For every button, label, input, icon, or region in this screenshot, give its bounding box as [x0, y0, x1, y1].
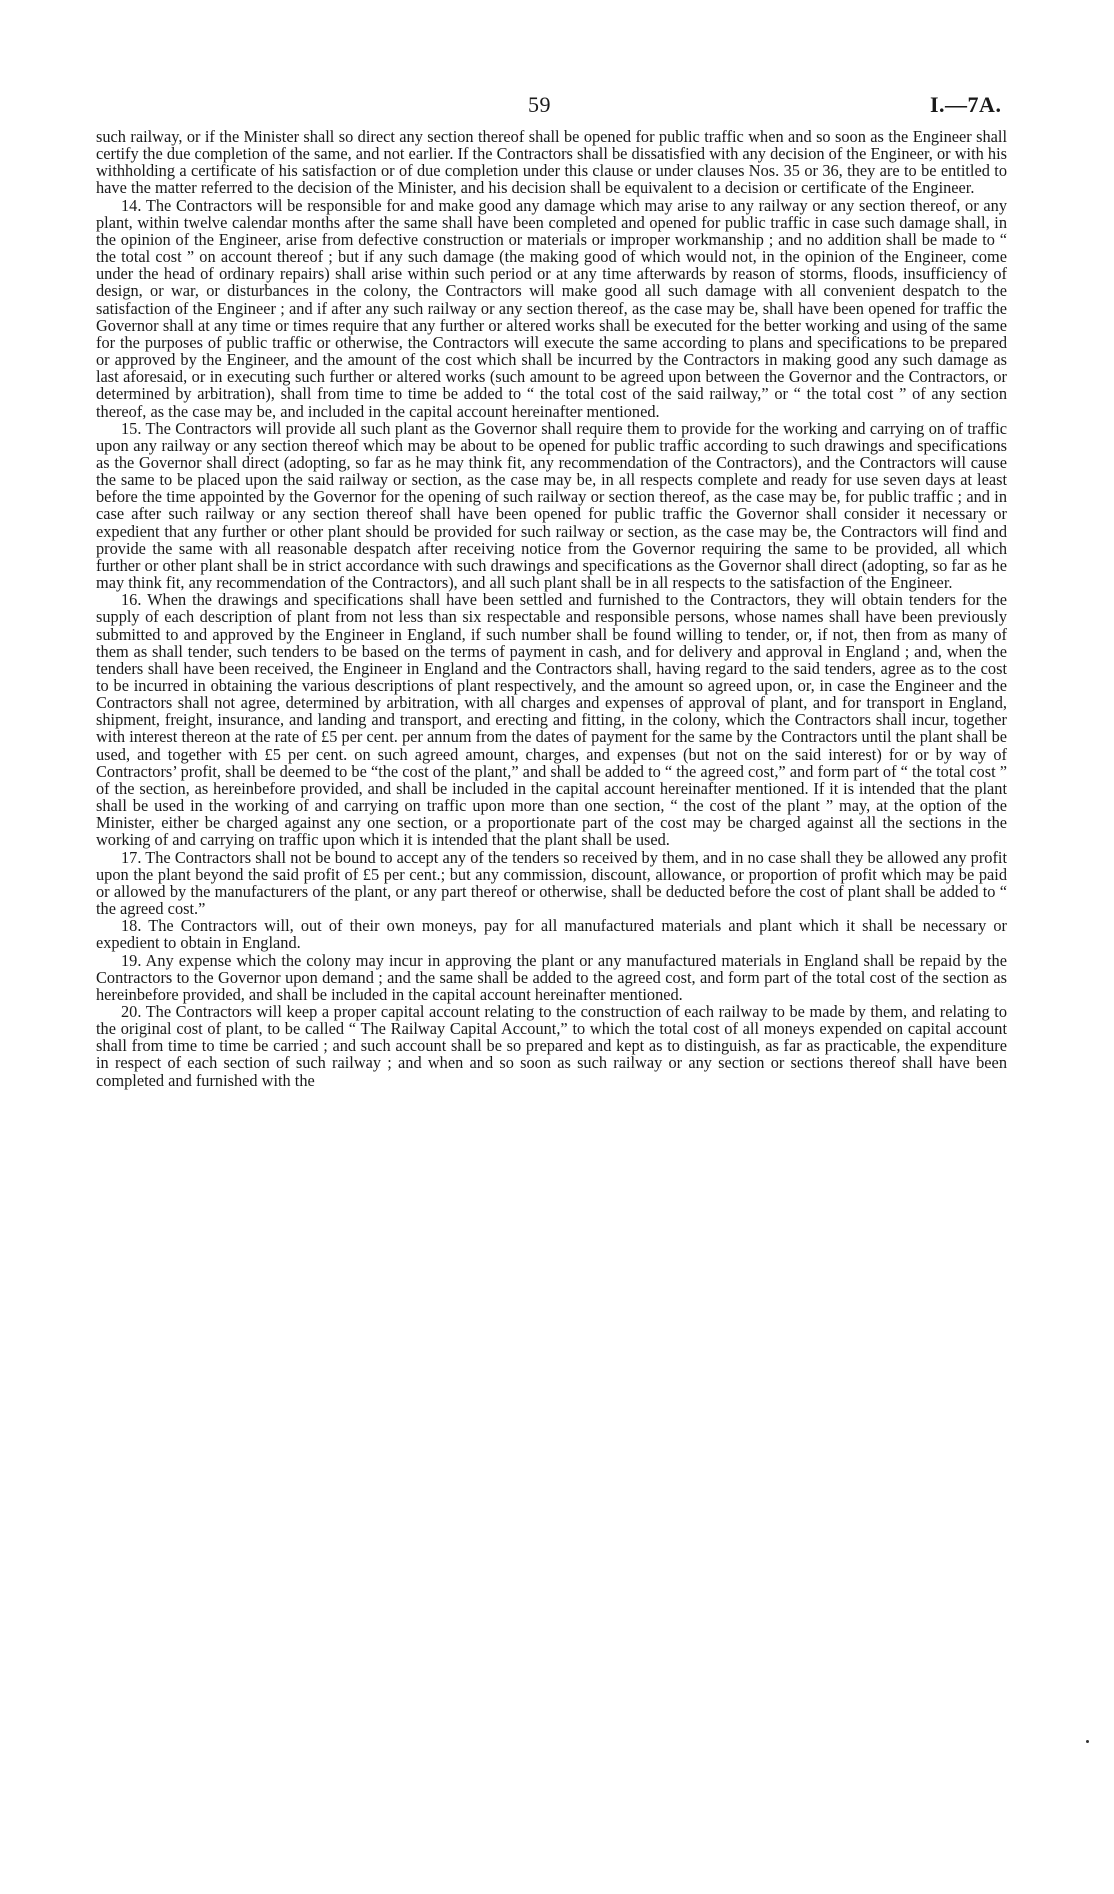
- document-reference: I.—7A.: [930, 92, 1002, 117]
- paragraph-clause-16: 16. When the drawings and specifications shall have been settled and furnished to the Contractors, they will obtain tenders for the supply of each description of plant from not less than six respectable and responsible persons, whose names shall have been previously submitted to and approved by the Engineer in England, if such number shall be found willing to tender, or, if not, then from as many of them as shall tender, such tenders to be based on the terms of payment in cash, and for delivery and approval in England ; and, when the tenders shall have been received, the Engineer in England and the Contractors shall, having regard to the said tenders, agree as to the cost to be incurred in obtaining the various descriptions of plant respectively, and the amount so agreed upon, or, in case the Engineer and the Contractors shall not agree, determined by arbitration, with all charges and expenses of approval of plant, and for transport in England, shipment, freight, insurance, and landing and transport, and erecting and fitting, in the colony, which the Contractors shall incur, together with interest thereon at the rate of £5 per cent. per annum from the dates of payment for the same by the Contractors until the plant shall be used, and together with £5 per cent. on such agreed amount, charges, and expenses (but not on the said interest) for or by way of Contractors’ profit, shall be deemed to be “the cost of the plant,” and shall be added to “ the agreed cost,” and form part of “ the total cost ” of the section, as hereinbefore provided, and shall be included in the capital account hereinafter mentioned. If it is intended that the plant shall be used in the working of and carrying on traffic upon more than one section, “ the cost of the plant ” may, at the option of the Minister, either be charged against any one section, or a proportionate part of the cost may be charged against all the sections in the working of and carrying on traffic upon which it is intended that the plant shall be used.: [96, 590, 1007, 850]
- page-header: [0, 92, 1114, 120]
- scan-mark: [1086, 1740, 1089, 1743]
- paragraph-clause-18: 18. The Contractors will, out of their own moneys, pay for all manufactured materials and plant which it shall be necessary or expedient to obtain in England.: [96, 916, 1007, 953]
- paragraph-clause-20: 20. The Contractors will keep a proper capital account relating to the construction of each railway to be made by them, and relating to the original cost of plant, to be called “ The Railway Capital Account,” to which the total cost of all moneys expended on capital account shall from time to time be carried ; and such account shall be so prepared and kept as to distinguish, as far as practicable, the expenditure in respect of each section of such railway ; and when and so soon as such railway or any section or sections thereof shall have been completed and furnished with the: [96, 1001, 1007, 1090]
- paragraph-continuation: such railway, or if the Minister shall so direct any section thereof shall be opened for public traffic when and so soon as the Engineer shall certify the due completion of the same, and not earlier. If the Contractors shall be dissatisfied with any decision of the Engineer, or with his withholding a certificate of his satisfaction or of due completion under this clause or under clauses Nos. 35 or 36, they are to be entitled to have the matter referred to the decision of the Minister, and his decision shall be equivalent to a decision or certificate of the Engineer.: [96, 127, 1007, 198]
- body-text: [96, 128, 1007, 1089]
- page-number: 59: [528, 92, 551, 117]
- paragraph-clause-14: 14. The Contractors will be responsible for and make good any damage which may arise to any railway or any section thereof, or any plant, within twelve calendar months after the same shall have been completed and opened for public traffic in case such damage shall, in the opinion of the Engineer, arise from defective construction or materials or improper workmanship ; and no addition shall be made to “ the total cost ” on account thereof ; but if any such damage (the making good of which would not, in the opinion of the Engineer, come under the head of ordinary repairs) shall arise within such period or at any time afterwards by reason of storms, floods, insufficiency of design, or war, or disturbances in the colony, the Contractors will make good all such damage with all convenient despatch to the satisfaction of the Engineer ; and if after any such railway or any section thereof, as the case may be, shall have been opened for traffic the Governor shall at any time or times require that any further or altered works shall be executed for the better working and using of the same for the purposes of public traffic or otherwise, the Contractors will execute the same according to plans and specifications to be prepared or approved by the Engineer, and the amount of the cost which shall be incurred by the Contractors in making good any such damage as last aforesaid, or in executing such further or altered works (such amount to be agreed upon between the Governor and the Contractors, or determined by arbitration), shall from time to time be added to “ the total cost of the said railway,” or “ the total cost ” of any section thereof, as the case may be, and included in the capital account hereinafter mentioned.: [96, 195, 1007, 421]
- paragraph-clause-17: 17. The Contractors shall not be bound to accept any of the tenders so received by them, and in no case shall they be allowed any profit upon the plant beyond the said profit of £5 per cent.; but any commission, discount, allowance, or proportion of profit which may be paid or allowed by the manufacturers of the plant, or any part thereof or otherwise, shall be deducted before the cost of plant shall be added to “ the agreed cost.”: [96, 847, 1007, 919]
- paragraph-clause-19: 19. Any expense which the colony may incur in approving the plant or any manufactured materials in England shall be repaid by the Contractors to the Governor upon demand ; and the same shall be added to the agreed cost, and form part of the total cost of the section as hereinbefore provided, and shall be included in the capital account hereinafter mentioned.: [96, 950, 1007, 1004]
- paragraph-clause-15: 15. The Contractors will provide all such plant as the Governor shall require them to provide for the working and carrying on of traffic upon any railway or any section thereof which may be about to be opened for public traffic according to such drawings and specifications as the Governor shall direct (adopting, so far as he may think fit, any recommendation of the Contractors), and the Contractors will cause the same to be placed upon the said railway or section, as the case may be, in all respects complete and ready for use seven days at least before the time appointed by the Governor for the opening of such railway or section thereof, as the case may be, for public traffic ; and in case after such railway or any section thereof shall have been opened for public traffic the Governor shall consider it necessary or expedient that any further or other plant should be provided for such railway or section, as the case may be, the Contractors will find and provide the same with all reasonable despatch after receiving notice from the Governor requiring the same to be provided, all which further or other plant shall be in strict accordance with such drawings and specifications as the Governor shall direct (adopting, so far as he may think fit, any recommendation of the Contractors), and all such plant shall be in all respects to the satisfaction of the Engineer.: [96, 418, 1007, 593]
